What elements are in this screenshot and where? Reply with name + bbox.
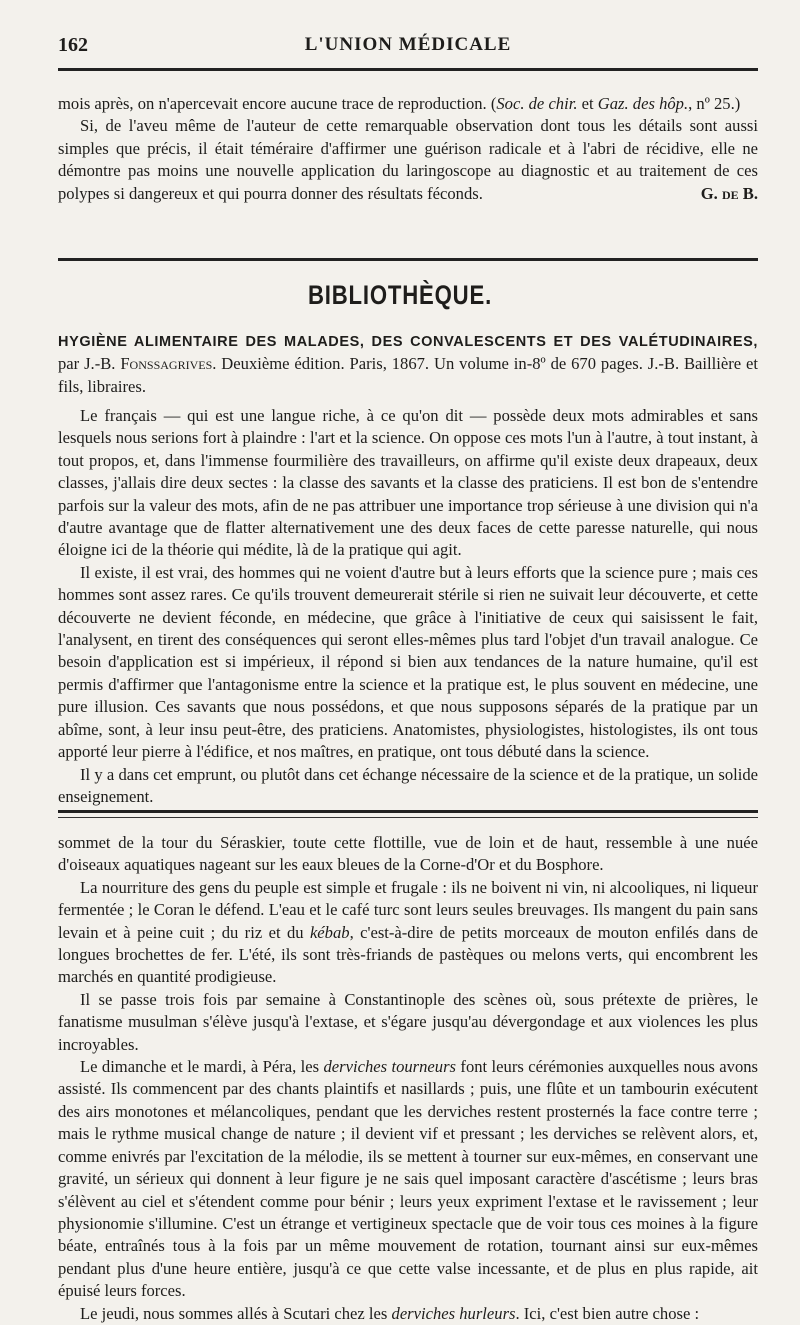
feuilleton-paragraph: sommet de la tour du Séraskier, toute cette flottille, vue de loin et de haut, ressemble à une nuée d'oiseaux aquatiques nageant sur les eaux bleues de la Corne-d'Or et du Bosphore. [58, 833, 758, 875]
header-rule [58, 68, 758, 71]
running-title: L'UNION MÉDICALE [304, 34, 512, 55]
feuilleton [58, 832, 758, 1325]
paragraph: mois après, on n'apercevait encore aucune trace de reproduction. (Soc. de chir. et Gaz. des hôp., nº 25.) [58, 94, 741, 113]
review-paragraph: Le français — qui est une langue riche, à ce qu'on dit — possède deux mots admirables et sans lesquels nous serions fort à plaindre : l'art et la science. On oppose ces mots l'un à l'autre, à tout instant, à tout propos, et, dans l'immense fourmilière des travailleurs, on affirme qu'il existe deux drapeaux, deux classes, j'allais dire deux sectes : la classe des savants et la classe des praticiens. Il est bon de s'entendre parfois sur la valeur des mots, afin de ne pas attribuer une importance trop sérieuse à une division qui n'a d'autre avantage que de flatter alternativement une des deux faces de cette paresse naturelle, qui nous éloigne ici de la théorie qui médite, là de la pratique qui agit. [58, 406, 758, 560]
page-header [58, 34, 758, 64]
book-author: Fonssagrives [120, 354, 213, 374]
page-number: 162 [58, 34, 88, 56]
book-citation: HYGIÈNE ALIMENTAIRE DES MALADES, DES CONVALESCENTS ET DES VALÉTUDINAIRES, par J.-B. Fonssagrives. Deuxième édition. Paris, 1867. Un volume in-8º de 670 pages. J.-B. Baillière et fils, libraires. [58, 334, 758, 396]
review-paragraph: Il existe, il est vrai, des hommes qui ne voient d'autre but à leurs efforts que la science pure ; mais ces hommes sont assez rares. Ce qu'ils trouvent demeurerait stérile si rien ne suivait leur découverte, et cette découverte ne devient féconde, en médecine, que grâce à l'initiative de ceux qui saisissent le fait, l'analysent, en tirent des conséquences qui seront elles-mêmes plus tard l'objet d'un travail analogue. Ce besoin d'application est si impérieux, il répond si bien aux tendances de la nature humaine, qu'il est permis d'affirmer que l'antagonisme entre la science et la pratique est, le plus souvent en médecine, une pure illusion. Ces savants que nous possédons, et que nous supposons séparés de la pratique par un abîme, sont, à leur insu peut-être, des praticiens. Anatomistes, physiologistes, histologistes, ils ont tous apporté leur pierre à l'édifice, et nos maîtres, en pratique, ont tous débuté dans la science. [58, 562, 758, 762]
section-title: BIBLIOTHÈQUE. [307, 280, 493, 310]
feuilleton-rule-thin [58, 817, 758, 818]
review-paragraph: Il y a dans cet emprunt, ou plutôt dans cet échange nécessaire de la science et de la pratique, un solide enseignement. [58, 764, 758, 806]
book-reference [58, 330, 758, 398]
review-body [58, 405, 758, 808]
section-rule [58, 258, 758, 261]
feuilleton-paragraph: La nourriture des gens du peuple est simple et frugale : ils ne boivent ni vin, ni alcooliques, ni liqueur fermentée ; le Coran le défend. L'eau et le café turc sont leurs seules breuvages. Ils mangent du pain sans levain et à peine cuit ; du riz et du kébab, c'est-à-dire de petits morceaux de mouton enfilés dans de longues brochettes de fer. L'été, ils sont très-friands de pastèques ou melons verts, qui encombrent les marchés en quantité prodigieuse. [58, 877, 758, 987]
feuilleton-rule [58, 810, 758, 813]
paragraph: Si, de l'aveu même de l'auteur de cette remarquable observation dont tous les détails sont aussi simples que précis, il était téméraire d'affirmer une guérison radicale et à l'abri de récidive, elle ne démontre pas moins une nouvelle application du laringoscope au diagnostic et au traitement de ces polypes si dangereux et qui pourra donner des résultats féconds. G. de B. [58, 115, 758, 205]
observation-end [58, 93, 758, 205]
feuilleton-paragraph: Le jeudi, nous sommes allés à Scutari chez les derviches hurleurs. Ici, c'est bien autre chose : [80, 1303, 700, 1323]
feuilleton-paragraph: Il se passe trois fois par semaine à Constantinople des scènes où, sous prétexte de prières, le fanatisme musulman s'élève jusqu'à l'extase, et s'égare jusqu'au dévergondage et aux violences les plus incroyables. [58, 989, 758, 1054]
book-title: HYGIÈNE ALIMENTAIRE DES MALADES, DES CONVALESCENTS ET DES VALÉTUDINAIRES, [58, 334, 758, 350]
feuilleton-paragraph: Le dimanche et le mardi, à Péra, les derviches tourneurs font leurs cérémonies auxquelles nous avons assisté. Ils commencent par des chants plaintifs et nasillards ; puis, une flûte et un tambourin exécutent des airs monotones et mélancoliques, pendant que les derviches restent prosternés la face contre terre ; mais le rythme musical change de nature ; il devient vif et pressant ; les derviches se relèvent alors, et, comme enivrés par l'excitation de la mélodie, ils se mettent à tourner sur eux-mêmes, en conservant une gravité, un sérieux qui donnent à leur figure je ne sais quel imposant caractère d'ascétisme ; leurs bras s'élèvent au ciel et s'étendent comme pour bénir ; leurs yeux expriment l'extase et le ravissement ; leur physionomie s'illumine. C'est un étrange et vertigineux spectacle que de voir tous ces moines à la figure béate, entraînés tous à la fois par un même mouvement de rotation, tournant ainsi sur eux-mêmes pendant plus d'une heure entière, jusqu'à ce que cette valse incessante, et de plus en plus rapide, ait épuisé leurs forces. [58, 1057, 759, 1301]
signature: G. de B. [700, 183, 758, 203]
